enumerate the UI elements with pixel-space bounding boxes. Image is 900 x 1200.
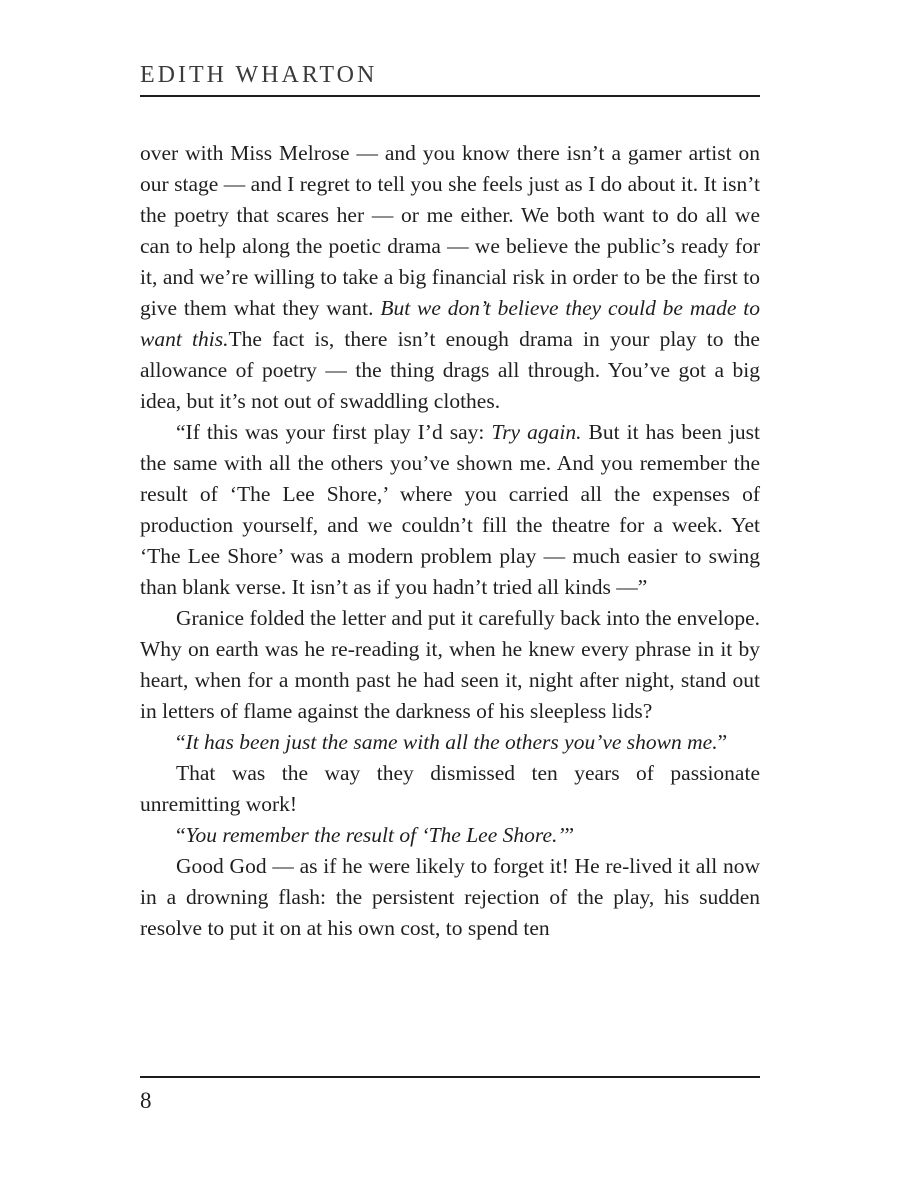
- paragraph: [140, 603, 760, 727]
- text-run: “: [176, 730, 186, 754]
- italic-text-run: It has been just the same with all the others you’ve shown me.: [185, 730, 718, 754]
- text-run: Good God — as if he were likely to forget it! He re-lived it all now in a drowning flash: the persistent rejection of the play, his sudden resolve to put it on at his own cost, to spend ten: [140, 854, 760, 940]
- italic-text-run: You remember the result of ‘The Lee Shore.’: [185, 823, 565, 847]
- page-header: [140, 62, 760, 97]
- italic-text-run: But we don’t believe they could be made to want this.: [140, 296, 760, 351]
- footer-rule: [140, 1076, 760, 1078]
- page-body: [140, 138, 760, 944]
- text-run: over with Miss Melrose — and you know there isn’t a gamer artist on our stage — and I regret to tell you she feels just as I do about it. It isn’t the poetry that scares her — or me either. We both want to do all we can to help along the poetic drama — we believe the public’s ready for it, and we’re willing to take a big financial risk in order to be the first to give them what they want.: [140, 141, 760, 320]
- paragraph: [140, 727, 760, 758]
- text-run: ”: [717, 730, 728, 754]
- paragraph: [140, 758, 760, 820]
- text-run: The fact is, there isn’t enough drama in your play to the allowance of poetry — the thing drags all through. You’ve got a big idea, but it’s not out of swaddling clothes.: [140, 327, 760, 413]
- page-footer: [140, 1076, 760, 1114]
- text-run: But it has been just the same with all the others you’ve shown me. And you remember the result of ‘The Lee Shore,’ where you carried all the expenses of production yourself, and we couldn’t fill the theatre for a week. Yet ‘The Lee Shore’ was a modern problem play — much easier to swing than blank verse. It isn’t as if you hadn’t tried all kinds —”: [140, 420, 761, 599]
- paragraph: [140, 138, 760, 417]
- text-run: “If this was your first play I’d say:: [176, 420, 492, 444]
- text-run: “: [176, 823, 186, 847]
- paragraph: [140, 851, 760, 944]
- text-run: That was the way they dismissed ten years of passionate unremitting work!: [140, 761, 760, 816]
- italic-text-run: Try again.: [491, 420, 582, 444]
- header-rule: [140, 95, 760, 97]
- paragraph: [140, 820, 760, 851]
- author-name: EDITH WHARTON: [140, 62, 378, 88]
- text-run: Granice folded the letter and put it carefully back into the envelope. Why on earth was he re-reading it, when he knew every phrase in it by heart, when for a month past he had seen it, night after night, stand out in letters of flame against the darkness of his sleepless lids?: [140, 606, 760, 723]
- paragraph: [140, 417, 760, 603]
- page-number: 8: [140, 1088, 152, 1113]
- text-run: ”: [564, 823, 575, 847]
